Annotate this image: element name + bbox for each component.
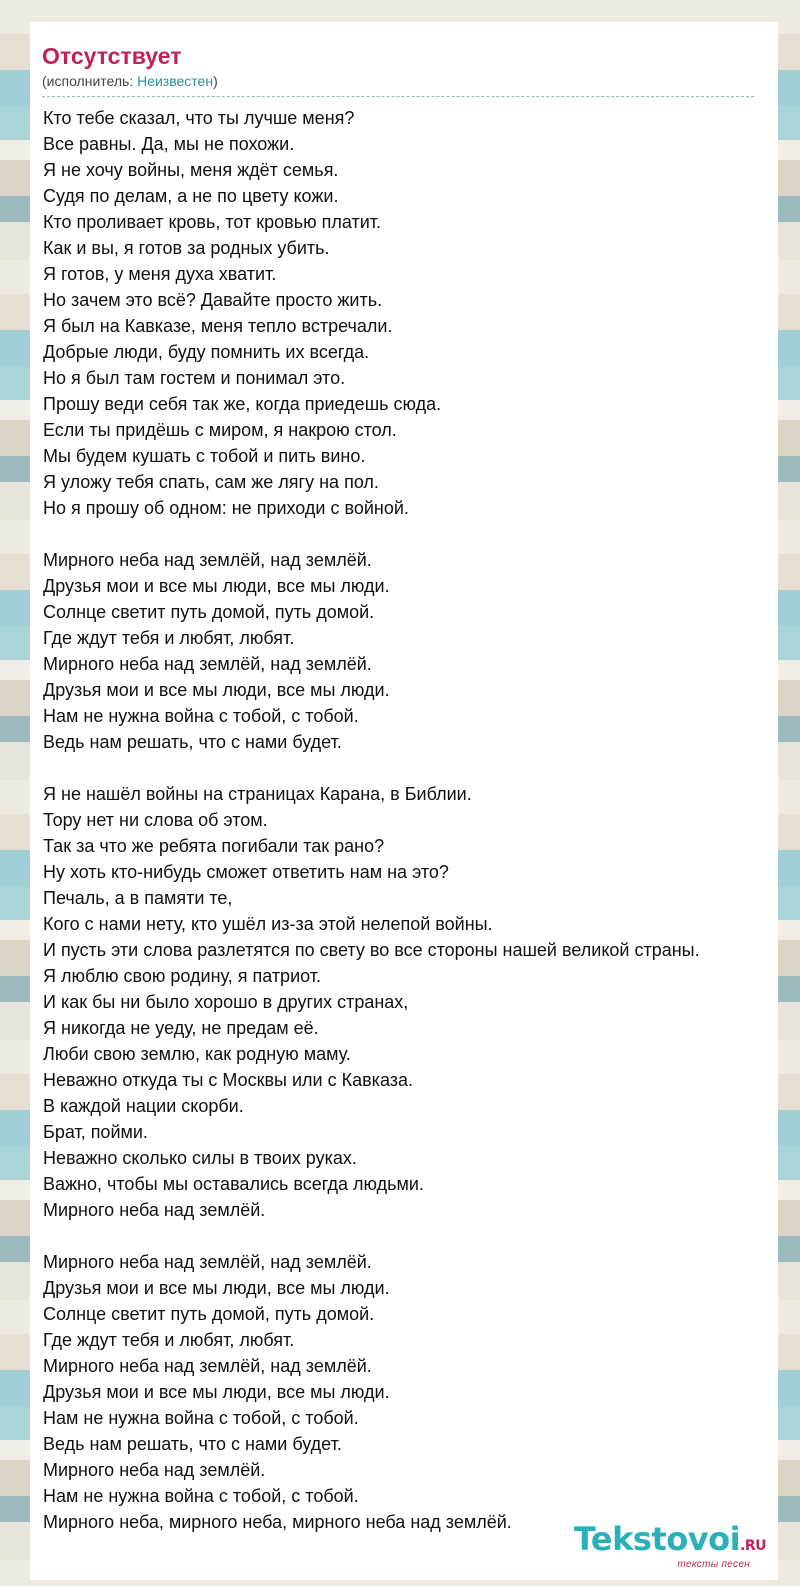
lyrics-line: Тору нет ни слова об этом. <box>43 810 268 830</box>
lyrics-line: Судя по делам, а не по цвету кожи. <box>43 186 339 206</box>
lyrics-line: Солнце светит путь домой, путь домой. <box>43 602 375 622</box>
lyrics-line: Кого с нами нету, кто ушёл из-за этой нелепой войны. <box>43 914 493 934</box>
lyrics-line: Нам не нужна война с тобой, с тобой. <box>43 1486 359 1506</box>
lyrics-line: Мы будем кушать с тобой и пить вино. <box>43 446 366 466</box>
lyrics-line: Люби свою землю, как родную маму. <box>43 1044 351 1064</box>
lyrics-line: Друзья мои и все мы люди, все мы люди. <box>43 1278 390 1298</box>
logo-wordmark <box>574 1522 766 1563</box>
lyrics-line: Солнце светит путь домой, путь домой. <box>43 1304 375 1324</box>
lyrics-line: Друзья мои и все мы люди, все мы люди. <box>43 680 390 700</box>
lyrics-line: Ведь нам решать, что с нами будет. <box>43 732 342 752</box>
lyrics-line: Где ждут тебя и любят, любят. <box>43 628 295 648</box>
lyrics-line: Если ты придёшь с миром, я накрою стол. <box>43 420 397 440</box>
performer-suffix: ) <box>213 73 218 89</box>
lyrics-line: И пусть эти слова разлетятся по свету во все стороны нашей великой страны. <box>43 940 700 960</box>
lyrics-line: Мирного неба над землёй, над землёй. <box>43 654 372 674</box>
lyrics-line: И как бы ни было хорошо в других странах, <box>43 992 409 1012</box>
lyrics-text <box>42 105 766 1535</box>
lyrics-line: Неважно сколько силы в твоих руках. <box>43 1148 357 1168</box>
lyrics-line: Мирного неба над землёй. <box>43 1460 266 1480</box>
lyrics-line: Друзья мои и все мы люди, все мы люди. <box>43 1382 390 1402</box>
lyrics-card <box>30 22 778 1580</box>
lyrics-line: Брат, пойми. <box>43 1122 148 1142</box>
lyrics-line: Мирного неба над землёй, над землёй. <box>43 550 372 570</box>
lyrics-line: Ведь нам решать, что с нами будет. <box>43 1434 342 1454</box>
lyrics-line: В каждой нации скорби. <box>43 1096 244 1116</box>
lyrics-line: Но я был там гостем и понимал это. <box>43 368 346 388</box>
lyrics-line: Я готов, у меня духа хватит. <box>43 264 277 284</box>
lyrics-line: Я не хочу войны, меня ждёт семья. <box>43 160 339 180</box>
song-title: Отсутствует <box>42 43 182 69</box>
lyrics-line: Кто тебе сказал, что ты лучше меня? <box>43 108 355 128</box>
performer-line <box>42 72 766 90</box>
logo-name: Tekstovoi <box>573 1520 741 1558</box>
lyrics-line: Прошу веди себя так же, когда приедешь сюда. <box>43 394 442 414</box>
lyrics-line: Где ждут тебя и любят, любят. <box>43 1330 295 1350</box>
lyrics-line: Ну хоть кто-нибудь сможет ответить нам на это? <box>43 862 449 882</box>
performer-prefix: (исполнитель: <box>42 73 138 89</box>
dashed-divider <box>42 96 754 97</box>
lyrics-line: Я люблю свою родину, я патриот. <box>43 966 321 986</box>
lyrics-line: Добрые люди, буду помнить их всегда. <box>43 342 370 362</box>
lyrics-line: Все равны. Да, мы не похожи. <box>43 134 295 154</box>
lyrics-line: Мирного неба над землёй, над землёй. <box>43 1356 372 1376</box>
lyrics-line: Но я прошу об одном: не приходи с войной. <box>43 498 409 518</box>
lyrics-line: Я никогда не уеду, не предам её. <box>43 1018 319 1038</box>
lyrics-blank-line <box>43 1223 766 1249</box>
lyrics-line: Кто проливает кровь, тот кровью платит. <box>43 212 381 232</box>
logo-tagline: тексты песен <box>677 1559 750 1570</box>
performer-link[interactable]: Неизвестен <box>137 73 214 89</box>
lyrics-line: Нам не нужна война с тобой, с тобой. <box>43 706 359 726</box>
lyrics-line: Печаль, а в памяти те, <box>43 888 233 908</box>
lyrics-line: Нам не нужна война с тобой, с тобой. <box>43 1408 359 1428</box>
lyrics-line: Но зачем это всё? Давайте просто жить. <box>43 290 383 310</box>
lyrics-line: Мирного неба над землёй, над землёй. <box>43 1252 372 1272</box>
lyrics-line: Я не нашёл войны на страницах Карана, в Библии. <box>43 784 472 804</box>
lyrics-blank-line <box>43 521 766 547</box>
lyrics-line: Неважно откуда ты с Москвы или с Кавказа. <box>43 1070 414 1090</box>
logo-tld: .RU <box>740 1538 766 1554</box>
lyrics-line: Как и вы, я готов за родных убить. <box>43 238 330 258</box>
site-logo[interactable] <box>574 1522 766 1570</box>
lyrics-line: Мирного неба, мирного неба, мирного неба над землёй. <box>43 1512 512 1532</box>
lyrics-line: Друзья мои и все мы люди, все мы люди. <box>43 576 390 596</box>
lyrics-line: Важно, чтобы мы оставались всегда людьми. <box>43 1174 424 1194</box>
lyrics-blank-line <box>43 755 766 781</box>
lyrics-line: Так за что же ребята погибали так рано? <box>43 836 385 856</box>
lyrics-line: Я уложу тебя спать, сам же лягу на пол. <box>43 472 379 492</box>
lyrics-line: Я был на Кавказе, меня тепло встречали. <box>43 316 393 336</box>
lyrics-line: Мирного неба над землёй. <box>43 1200 266 1220</box>
